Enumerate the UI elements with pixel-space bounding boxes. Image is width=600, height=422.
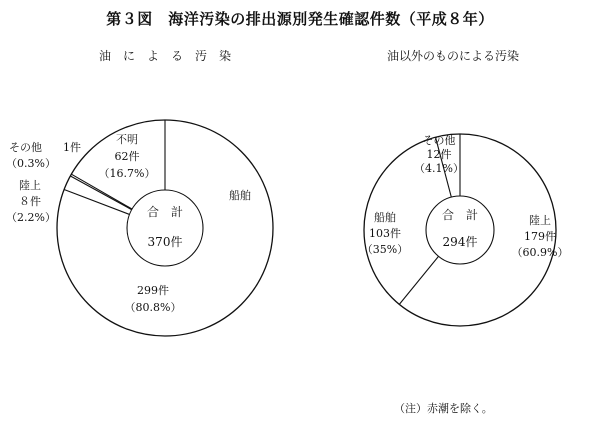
left-unknown-pct: （16.7%） [98,167,156,180]
left-ship-pct: （80.8%） [124,301,182,314]
right-land-name: 陸上 [529,214,551,227]
right-ship-name: 船舶 [374,211,396,224]
left-land-name: 陸上 [19,179,41,192]
left-other-name: その他 [9,141,42,154]
right-pie-center [426,196,494,264]
left-chart-title: 油 に よ る 汚 染 [98,49,232,63]
right-land-count: 179件 [524,230,556,243]
right-other-count: 12件 [426,148,452,161]
right-chart-title: 油以外のものによる汚染 [386,49,520,63]
left-center-label: 合 計 [146,205,184,219]
left-total-label: 370件 [147,235,183,249]
left-other-count: 1件 [63,141,81,154]
left-ship-count: 299件 [137,284,169,297]
right-other-name: その他 [422,134,456,147]
right-total-label: 294件 [442,235,478,249]
left-ship-name: 船舶 [229,189,251,202]
right-center-label: 合 計 [441,208,479,222]
left-land-count: ８件 [19,195,41,208]
footnote: （注）赤潮を除く。 [394,402,493,415]
left-unknown-count: 62件 [114,150,140,163]
right-ship-pct: （35%） [361,243,409,256]
left-other-pct: （0.3%） [6,157,56,170]
figure-title: 第３図 海洋汚染の排出源別発生確認件数（平成８年） [106,10,494,28]
left-land-pct: （2.2%） [6,211,56,224]
left-unknown-name: 不明 [116,133,138,146]
right-land-pct: （60.9%） [511,246,569,259]
right-other-pct: （4.1%） [414,162,464,175]
pie-chart-non-oil [362,48,569,326]
pie-chart-oil [6,48,273,336]
left-pie-center [127,190,203,266]
right-ship-count: 103件 [369,227,401,240]
